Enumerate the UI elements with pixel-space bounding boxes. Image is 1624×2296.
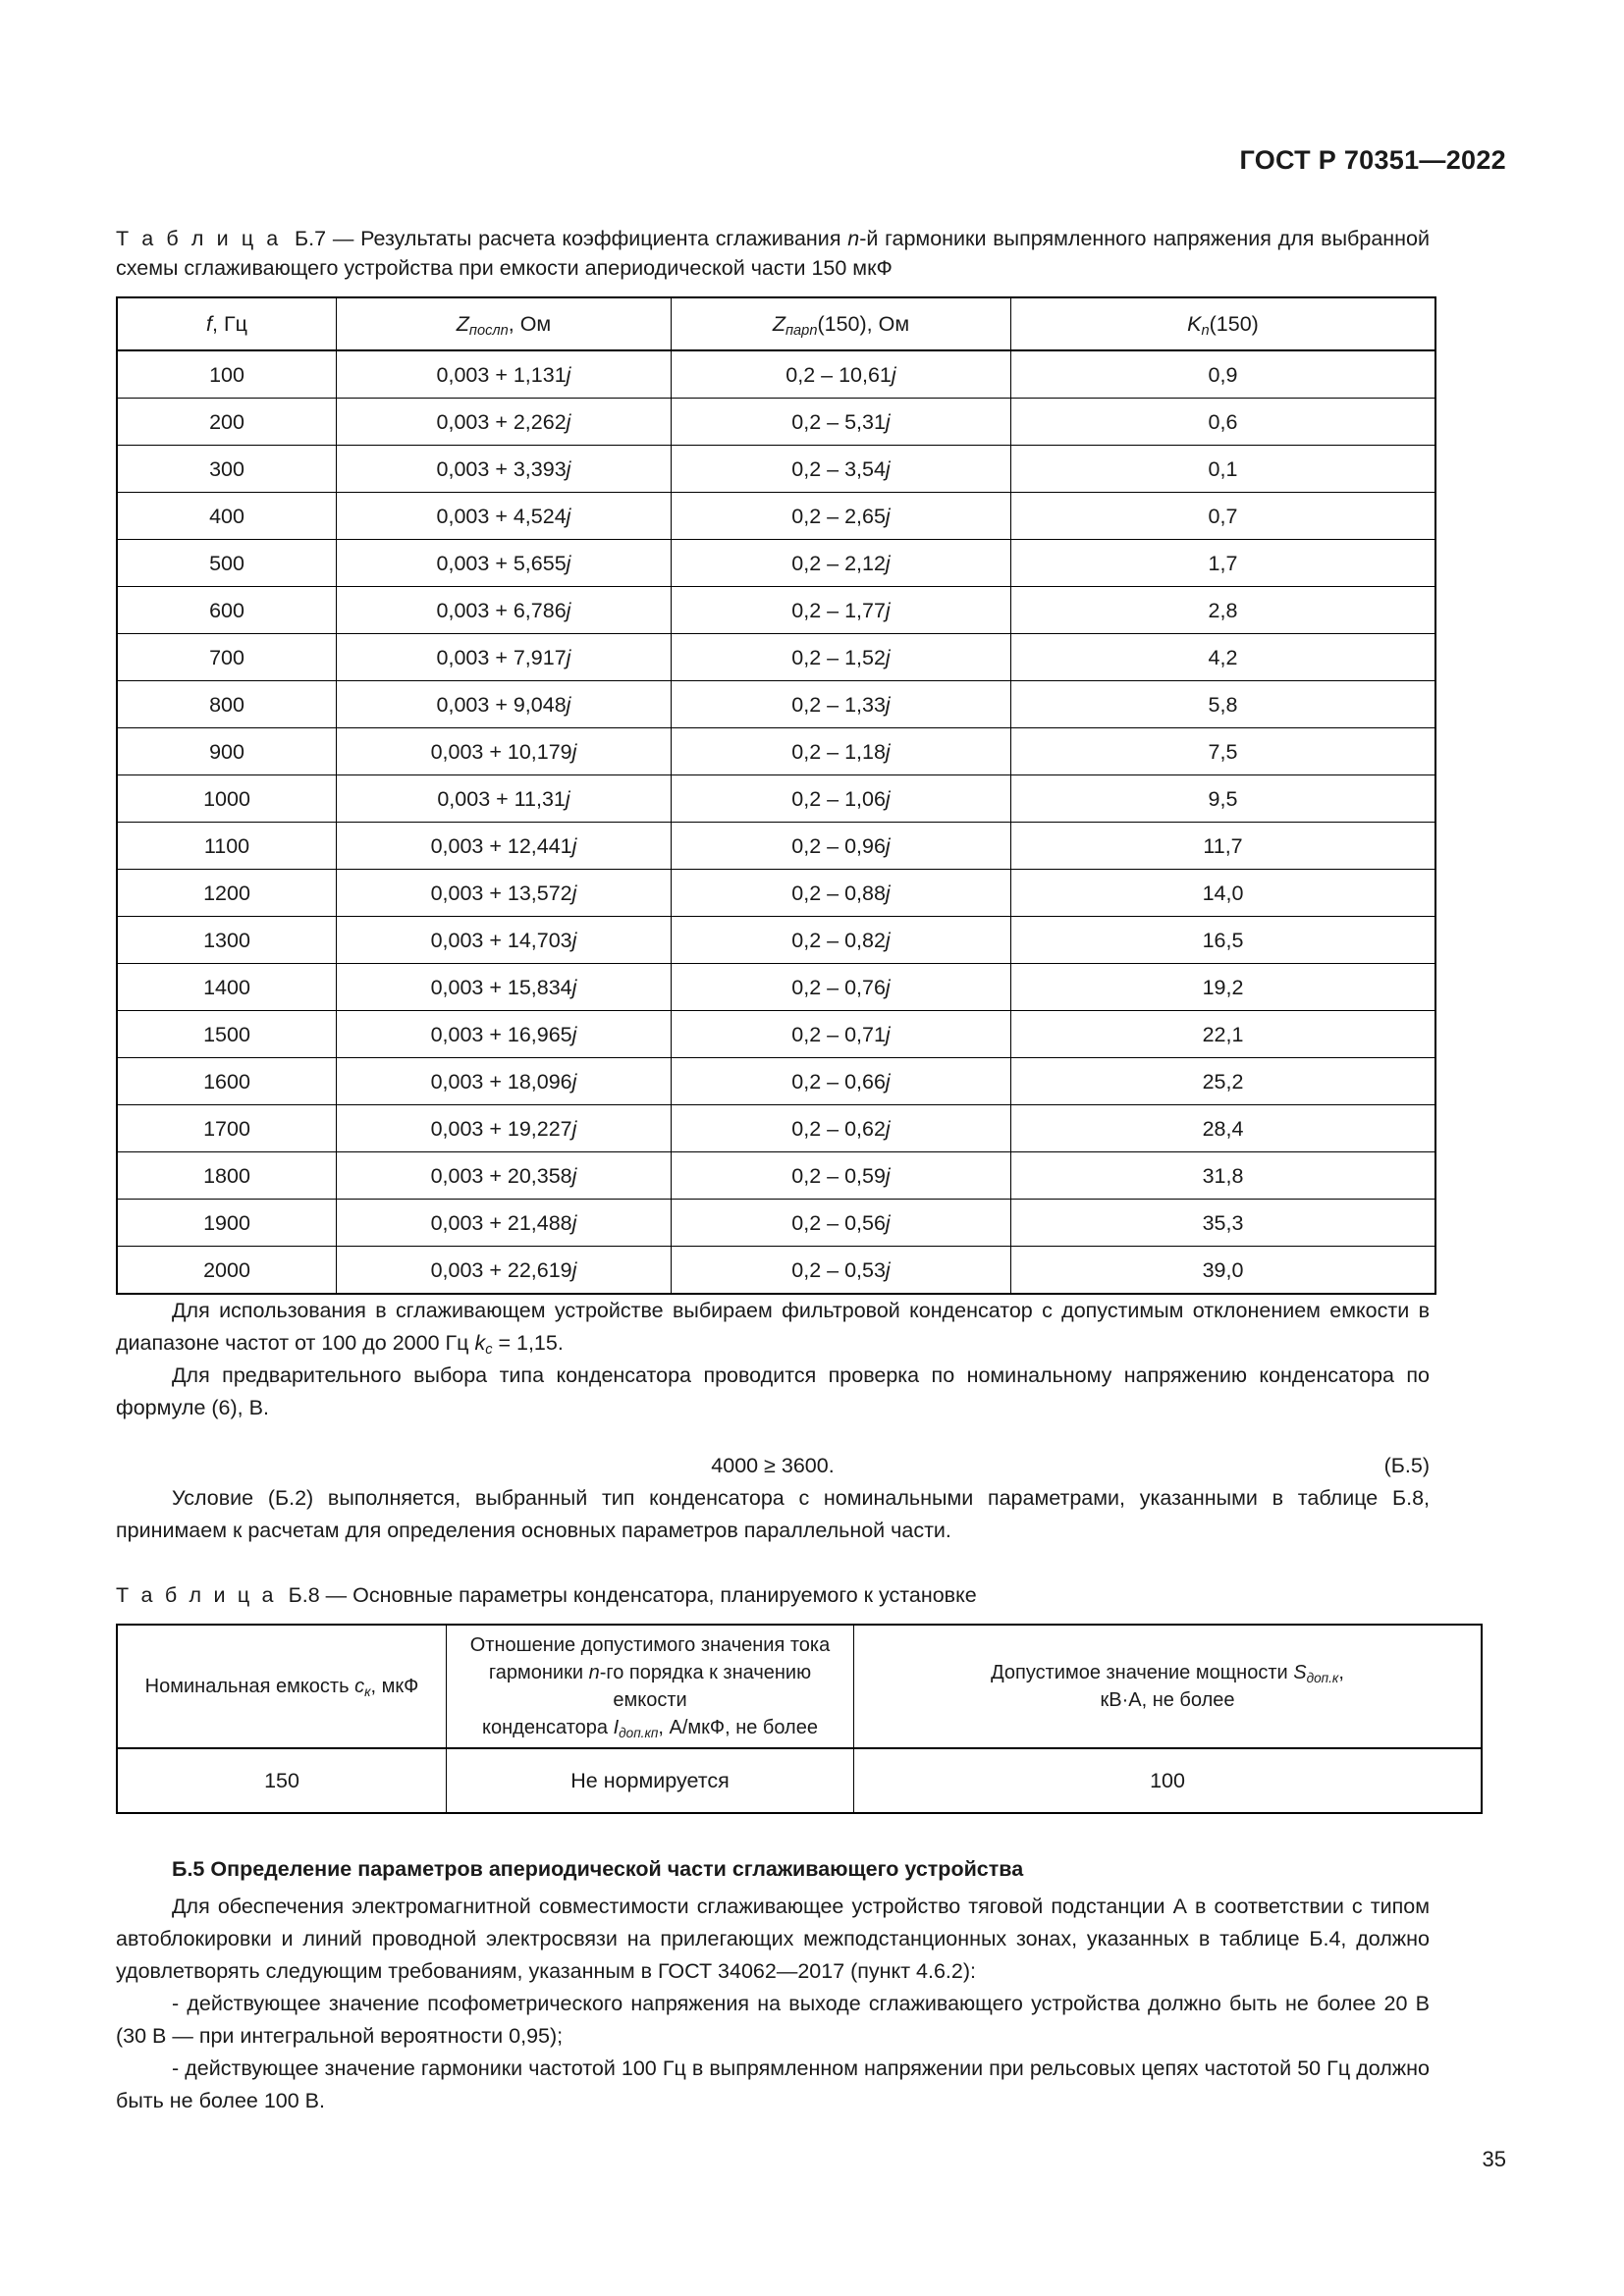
table-b7-cell-k: 28,4 (1011, 1105, 1436, 1152)
table-b7-cell-k: 35,3 (1011, 1200, 1436, 1247)
table-b7-cell-k: 25,2 (1011, 1058, 1436, 1105)
table-b7-cell-k: 16,5 (1011, 917, 1436, 964)
table-b7-cell-z-posl: 0,003 + 4,524j (337, 493, 672, 540)
table-row (117, 540, 1435, 587)
table-b7-caption-label: Т а б л и ц а (116, 227, 282, 250)
table-b7-cell-z-posl: 0,003 + 21,488j (337, 1200, 672, 1247)
table-row (117, 964, 1435, 1011)
table-b7-cell-k: 7,5 (1011, 728, 1436, 775)
table-b7-cell-z-posl: 0,003 + 12,441j (337, 823, 672, 870)
table-b8-caption-number: Б.8 (288, 1583, 320, 1607)
table-b8-body (117, 1748, 1482, 1813)
table-b7-cell-k: 1,7 (1011, 540, 1436, 587)
table-b7-caption (116, 224, 1430, 283)
table-b7-cell-z-par: 0,2 – 2,65j (672, 493, 1011, 540)
table-b8-cell-ratio: Не нормируется (447, 1748, 854, 1813)
table-b8-header-row (117, 1625, 1482, 1748)
paragraph-capacitor-selection (116, 1295, 1430, 1360)
table-b7-cell-z-posl: 0,003 + 16,965j (337, 1011, 672, 1058)
table-b7-cell-z-posl: 0,003 + 22,619j (337, 1247, 672, 1295)
table-b7-cell-z-par: 0,2 – 0,59j (672, 1152, 1011, 1200)
table-b8-caption-label: Т а б л и ц а (116, 1583, 277, 1607)
table-b7-cell-k: 0,1 (1011, 446, 1436, 493)
table-b7-cell-z-posl: 0,003 + 9,048j (337, 681, 672, 728)
table-b7-cell-k: 4,2 (1011, 634, 1436, 681)
table-b8 (116, 1624, 1483, 1814)
table-b7-cell-z-par: 0,2 – 0,56j (672, 1200, 1011, 1247)
table-b7-cell-frequency: 1000 (117, 775, 337, 823)
table-b7-cell-k: 22,1 (1011, 1011, 1436, 1058)
table-b7-cell-z-par: 0,2 – 3,54j (672, 446, 1011, 493)
page-content (116, 224, 1430, 2117)
table-b8-cell-capacity: 150 (117, 1748, 447, 1813)
table-b7-cell-z-par: 0,2 – 0,96j (672, 823, 1011, 870)
table-b7-cell-frequency: 1800 (117, 1152, 337, 1200)
page-number: 35 (1482, 2147, 1506, 2171)
table-b7-cell-z-par: 0,2 – 1,52j (672, 634, 1011, 681)
table-b7-col-z-posl: $Z_{послn}$, Ом (337, 297, 672, 350)
symbol-ck: $c_к$ (354, 1676, 371, 1699)
table-b7 (116, 296, 1436, 1295)
table-b7-cell-z-par: 0,2 – 0,62j (672, 1105, 1011, 1152)
table-row (117, 681, 1435, 728)
table-b7-cell-z-posl: 0,003 + 10,179j (337, 728, 672, 775)
table-b7-cell-k: 0,6 (1011, 399, 1436, 446)
table-b8-caption-text: Основные параметры конденсатора, планируемого к установке (352, 1583, 977, 1607)
table-b7-cell-frequency: 1400 (117, 964, 337, 1011)
table-b8-caption-dash: — (325, 1583, 348, 1607)
table-row (117, 1011, 1435, 1058)
table-b7-cell-z-posl: 0,003 + 2,262j (337, 399, 672, 446)
table-b7-cell-z-posl: 0,003 + 14,703j (337, 917, 672, 964)
table-b7-cell-z-posl: 0,003 + 5,655j (337, 540, 672, 587)
symbol-kc: $k_с$ (474, 1331, 493, 1359)
table-b7-cell-z-par: 0,2 – 0,76j (672, 964, 1011, 1011)
formula-b5-value: 4000 ≥ 3600. (711, 1454, 835, 1477)
table-b7-cell-k: 5,8 (1011, 681, 1436, 728)
table-b7-cell-frequency: 1600 (117, 1058, 337, 1105)
table-b7-cell-z-par: 0,2 – 1,06j (672, 775, 1011, 823)
table-b7-col-k: $K_n(150)$ (1011, 297, 1436, 350)
table-b7-cell-frequency: 1700 (117, 1105, 337, 1152)
table-b7-cell-k: 31,8 (1011, 1152, 1436, 1200)
paragraph-capacitor-selection-b: = 1,15. (492, 1331, 564, 1355)
table-b7-cell-frequency: 500 (117, 540, 337, 587)
table-row (117, 1058, 1435, 1105)
table-b8-col-current-ratio: Отношение допустимого значения тока гармоники n-го порядка к значению емкости конденсатора $I_{доп.кп}$, А/мкФ, не более (447, 1625, 854, 1748)
table-b7-cell-z-posl: 0,003 + 15,834j (337, 964, 672, 1011)
table-row (117, 728, 1435, 775)
table-row (117, 1200, 1435, 1247)
symbol-i-dop: $I_{доп.кп}$ (613, 1717, 659, 1740)
table-b7-body (117, 350, 1435, 1294)
table-b7-cell-z-posl: 0,003 + 19,227j (337, 1105, 672, 1152)
table-row (117, 1105, 1435, 1152)
table-row (117, 1152, 1435, 1200)
table-b7-cell-k: 9,5 (1011, 775, 1436, 823)
table-b7-cell-frequency: 600 (117, 587, 337, 634)
table-b7-cell-z-par: 0,2 – 0,82j (672, 917, 1011, 964)
table-b7-cell-z-posl: 0,003 + 18,096j (337, 1058, 672, 1105)
table-b7-cell-z-par: 0,2 – 5,31j (672, 399, 1011, 446)
table-b7-cell-frequency: 700 (117, 634, 337, 681)
table-b7-cell-k: 14,0 (1011, 870, 1436, 917)
table-b7-cell-z-par: 0,2 – 1,77j (672, 587, 1011, 634)
paragraph-preliminary-check: Для предварительного выбора типа конденсатора проводится проверка по номинальному напряжению конденсатора по формуле (6), В. (116, 1363, 1430, 1419)
table-b7-caption-text: Результаты расчета коэффициента сглаживания n-й гармоники выпрямленного напряжения для выбранной схемы сглаживающего устройства при емкости апериодической части 150 мкФ (116, 227, 1430, 280)
table-row (117, 1247, 1435, 1295)
table-b7-col-z-par: $Z_{парn}(150)$, Ом (672, 297, 1011, 350)
section-heading-b5: Б.5 Определение параметров апериодической части сглаживающего устройства (172, 1857, 1024, 1881)
formula-b5-number: (Б.5) (1383, 1454, 1430, 1477)
table-row (117, 587, 1435, 634)
table-b7-cell-k: 0,9 (1011, 350, 1436, 399)
table-b7-cell-z-par: 0,2 – 0,71j (672, 1011, 1011, 1058)
table-b7-cell-k: 19,2 (1011, 964, 1436, 1011)
table-b7-cell-frequency: 300 (117, 446, 337, 493)
table-b7-cell-z-par: 0,2 – 10,61j (672, 350, 1011, 399)
table-b7-col-frequency: f, Гц (117, 297, 337, 350)
table-b7-cell-z-par: 0,2 – 0,53j (672, 1247, 1011, 1295)
table-b8-cell-power: 100 (854, 1748, 1483, 1813)
table-b7-cell-z-par: 0,2 – 0,88j (672, 870, 1011, 917)
table-b7-cell-k: 39,0 (1011, 1247, 1436, 1295)
table-row (117, 350, 1435, 399)
table-b7-cell-frequency: 1500 (117, 1011, 337, 1058)
table-row (117, 399, 1435, 446)
table-row (117, 917, 1435, 964)
table-b8-col-nominal-capacity: Номинальная емкость $c_к$, мкФ (117, 1625, 447, 1748)
table-b7-cell-k: 0,7 (1011, 493, 1436, 540)
table-b7-cell-frequency: 2000 (117, 1247, 337, 1295)
table-row (117, 775, 1435, 823)
document-header-standard-id: ГОСТ Р 70351—2022 (1239, 145, 1506, 175)
table-b7-cell-frequency: 1200 (117, 870, 337, 917)
table-row (117, 634, 1435, 681)
table-b7-cell-z-posl: 0,003 + 6,786j (337, 587, 672, 634)
paragraph-emc-requirements: Для обеспечения электромагнитной совместимости сглаживающее устройство тяговой подстанции А в соответствии с типом автоблокировки и линий проводной электросвязи на прилегающих межподстанционных зонах, указанных в таблице Б.4, должно удовлетворять следующим требованиям, указанным в ГОСТ 34062—2017 (пункт 4.6.2): (116, 1895, 1430, 1983)
table-b7-cell-frequency: 900 (117, 728, 337, 775)
table-b7-cell-z-posl: 0,003 + 1,131j (337, 350, 672, 399)
table-b8-col-allowed-power: Допустимое значение мощности $S_{доп.к}$, кВ·А, не более (854, 1625, 1483, 1748)
table-b7-cell-frequency: 100 (117, 350, 337, 399)
table-b7-cell-z-posl: 0,003 + 20,358j (337, 1152, 672, 1200)
table-b7-cell-z-posl: 0,003 + 3,393j (337, 446, 672, 493)
table-b7-cell-z-par: 0,2 – 0,66j (672, 1058, 1011, 1105)
table-row (117, 823, 1435, 870)
table-b7-cell-z-par: 0,2 – 1,18j (672, 728, 1011, 775)
table-b7-cell-k: 11,7 (1011, 823, 1436, 870)
paragraph-bullet-harmonic-100hz: - действующее значение гармоники частотой 100 Гц в выпрямленном напряжении при рельсовых цепях частотой 50 Гц должно быть не более 100 В. (116, 2056, 1430, 2112)
paragraph-condition-b2: Условие (Б.2) выполняется, выбранный тип конденсатора с номинальными параметрами, указанными в таблице Б.8, принимаем к расчетам для определения основных параметров параллельной части. (116, 1486, 1430, 1542)
table-b7-cell-z-posl: 0,003 + 11,31j (337, 775, 672, 823)
table-b7-cell-z-posl: 0,003 + 13,572j (337, 870, 672, 917)
table-row (117, 446, 1435, 493)
table-b7-cell-k: 2,8 (1011, 587, 1436, 634)
table-b7-caption-number: Б.7 (295, 227, 327, 250)
table-b7-cell-frequency: 200 (117, 399, 337, 446)
paragraph-capacitor-selection-a: Для использования в сглаживающем устройстве выбираем фильтровой конденсатор с допустимым отклонением емкости в диапазоне частот от 100 до 2000 Гц (116, 1299, 1430, 1355)
table-row (117, 870, 1435, 917)
table-b8-caption (116, 1580, 1430, 1610)
symbol-s-dop: $S_{доп.к}$ (1293, 1662, 1339, 1685)
table-b7-cell-frequency: 1100 (117, 823, 337, 870)
table-b7-cell-z-par: 0,2 – 1,33j (672, 681, 1011, 728)
formula-b5-row (116, 1450, 1430, 1482)
table-b7-header-row (117, 297, 1435, 350)
table-b7-cell-z-posl: 0,003 + 7,917j (337, 634, 672, 681)
table-b7-caption-dash: — (332, 227, 354, 250)
table-row (117, 493, 1435, 540)
table-b7-cell-z-par: 0,2 – 2,12j (672, 540, 1011, 587)
table-row (117, 1748, 1482, 1813)
paragraph-bullet-psophometric: - действующее значение псофометрического напряжения на выходе сглаживающего устройства должно быть не более 20 В (30 В — при интегральной вероятности 0,95); (116, 1992, 1430, 2048)
table-b7-cell-frequency: 1300 (117, 917, 337, 964)
table-b7-cell-frequency: 400 (117, 493, 337, 540)
table-b7-cell-frequency: 1900 (117, 1200, 337, 1247)
table-b7-cell-frequency: 800 (117, 681, 337, 728)
